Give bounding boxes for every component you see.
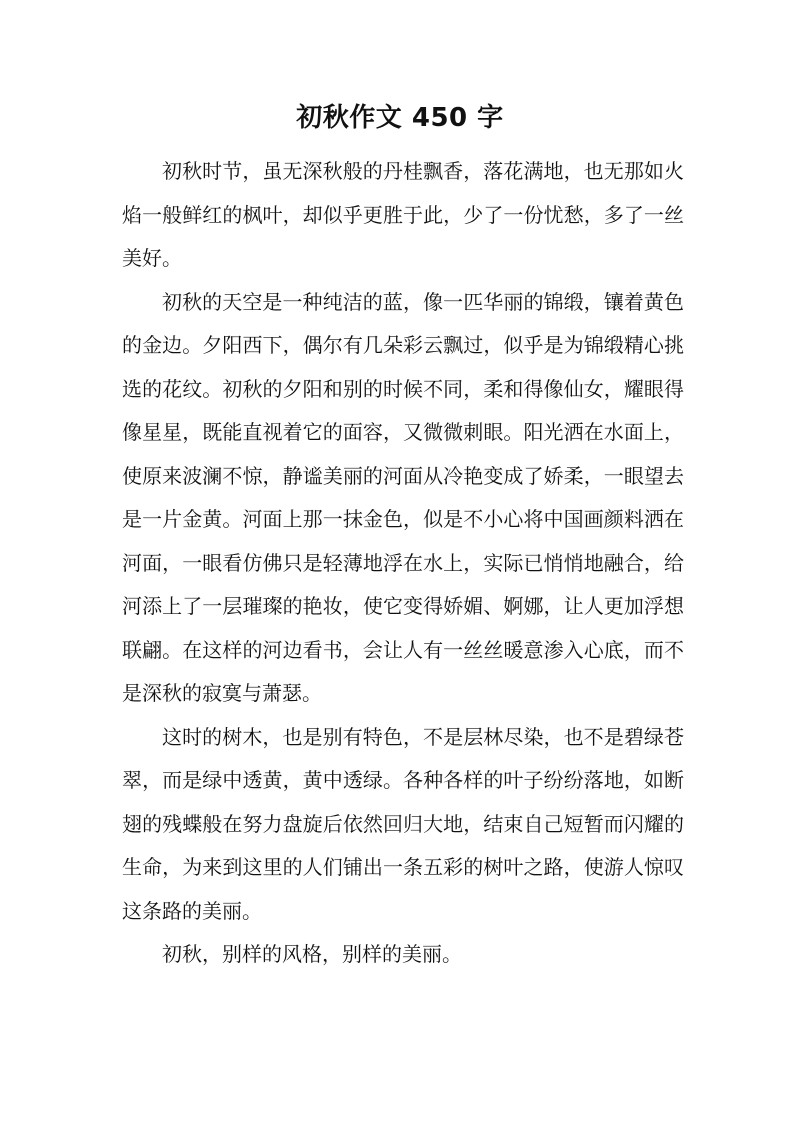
document-body	[122, 150, 684, 977]
paragraph-1: 初秋时节，虽无深秋般的丹桂飘香，落花满地，也无那如火焰一般鲜红的枫叶，却似乎更胜于此，少了一份忧愁，多了一丝美好。	[122, 159, 684, 270]
paragraph-3: 这时的树木，也是别有特色，不是层林尽染，也不是碧绿苍翠，而是绿中透黄，黄中透绿。各种各样的叶子纷纷落地，如断翅的残蝶般在努力盘旋后依然回归大地，结束自己短暂而闪耀的生命，为来到这里的人们铺出一条五彩的树叶之路，使游人惊叹这条路的美丽。	[122, 724, 684, 923]
document-title: 初秋作文 450 字	[296, 103, 504, 133]
paragraph-2: 初秋的天空是一种纯洁的蓝，像一匹华丽的锦缎，镶着黄色的金边。夕阳西下，偶尔有几朵彩云飘过，似乎是为锦缎精心挑选的花纹。初秋的夕阳和别的时候不同，柔和得像仙女，耀眼得像星星，既能直视着它的面容，又微微刺眼。阳光洒在水面上，使原来波澜不惊，静谧美丽的河面从冷艳变成了娇柔，一眼望去是一片金黄。河面上那一抹金色，似是不小心将中国画颜料洒在河面，一眼看仿佛只是轻薄地浮在水上，实际已悄悄地融合，给河添上了一层璀璨的艳妆，使它变得娇媚、婀娜，让人更加浮想联翩。在这样的河边看书，会让人有一丝丝暖意渗入心底，而不是深秋的寂寞与萧瑟。	[122, 289, 684, 705]
paragraph-4: 初秋，别样的风格，别样的美丽。	[162, 942, 462, 966]
